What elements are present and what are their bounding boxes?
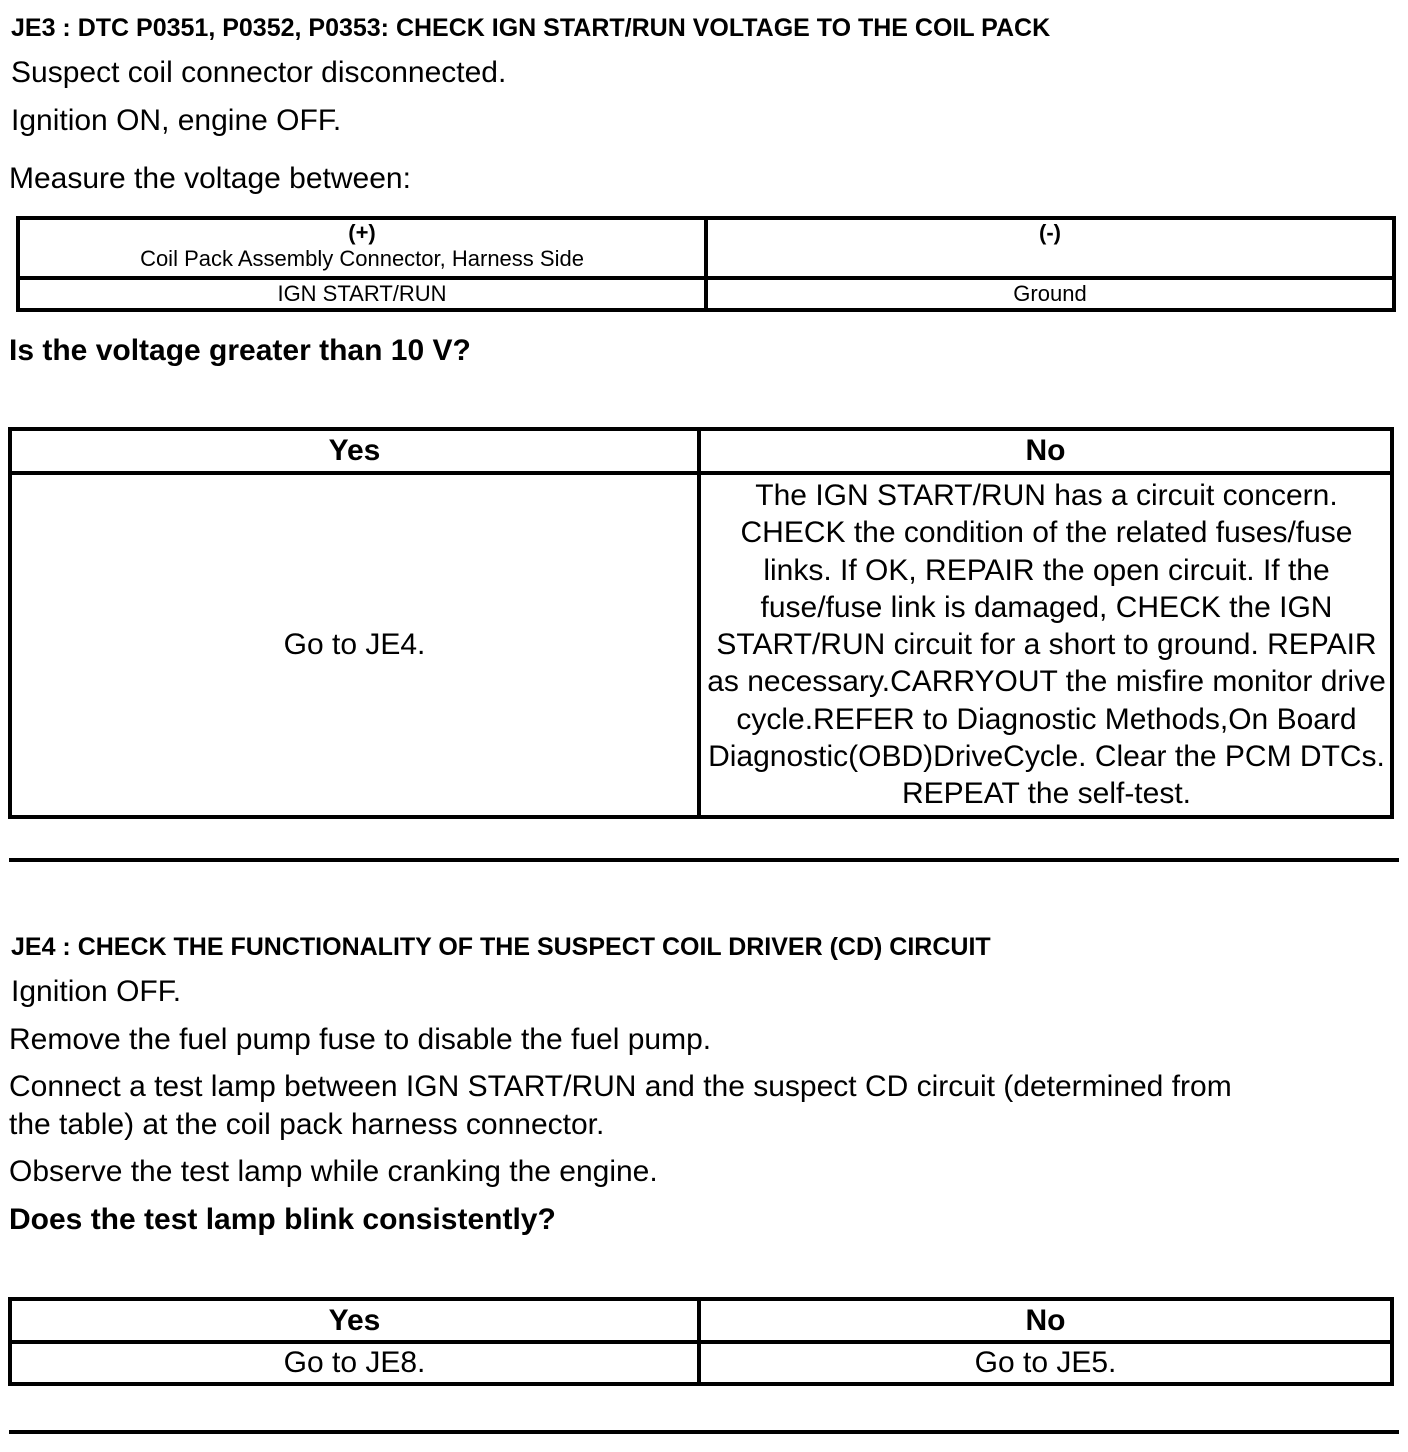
je4-no-header: No [699, 1299, 1392, 1342]
je4-question: Does the test lamp blink consistently? [9, 1203, 556, 1236]
je3-yes-text: Go to JE4. [10, 473, 699, 817]
measure-pos-value: IGN START/RUN [18, 278, 706, 310]
measure-neg-header: (-) [1039, 220, 1061, 245]
je3-yes-header: Yes [10, 429, 699, 473]
je4-line-2: Remove the fuel pump fuse to disable the fuel pump. [9, 1023, 712, 1056]
measure-pos-sub: Coil Pack Assembly Connector, Harness Side [140, 246, 584, 271]
je3-question: Is the voltage greater than 10 V? [9, 334, 471, 367]
je3-no-text: The IGN START/RUN has a circuit concern. CHECK the condition of the related fuses/fuse links. If OK, REPAIR the open circuit. If the fuse/fuse link is damaged, CHECK the IGN START/RUN circuit for a short to ground. REPAIR as necessary.CARRYOUT the misfire monitor drive cycle.REFER to Diagnostic Methods,On Board Diagnostic(OBD)DriveCycle. Clear the PCM DTCs. REPEAT the self-test. [699, 473, 1392, 817]
measure-table [16, 216, 1396, 312]
measure-neg-value: Ground [706, 278, 1394, 310]
measure-pos-header-cell [18, 218, 706, 278]
je3-line-3: Measure the voltage between: [9, 162, 411, 195]
je4-line-1: Ignition OFF. [11, 975, 182, 1008]
section-divider-bottom [9, 1430, 1399, 1434]
je4-line-5: Observe the test lamp while cranking the engine. [9, 1155, 658, 1188]
je4-yes-header: Yes [10, 1299, 699, 1342]
je4-title: JE4 : CHECK THE FUNCTIONALITY OF THE SUSPECT COIL DRIVER (CD) CIRCUIT [11, 933, 991, 961]
je4-line-4: the table) at the coil pack harness connector. [9, 1108, 605, 1141]
je4-line-3: Connect a test lamp between IGN START/RUN and the suspect CD circuit (determined from [9, 1070, 1232, 1103]
je3-line-1: Suspect coil connector disconnected. [11, 56, 507, 89]
measure-neg-header-cell [706, 218, 1394, 278]
section-divider [9, 858, 1399, 862]
je4-yes-text: Go to JE8. [10, 1342, 699, 1384]
je3-title: JE3 : DTC P0351, P0352, P0353: CHECK IGN START/RUN VOLTAGE TO THE COIL PACK [11, 14, 1051, 42]
je4-no-text: Go to JE5. [699, 1342, 1392, 1384]
je3-line-2: Ignition ON, engine OFF. [11, 104, 342, 137]
measure-pos-header: (+) [348, 220, 376, 245]
je4-answer-table [8, 1297, 1394, 1386]
je3-no-header: No [699, 429, 1392, 473]
je3-answer-table [8, 427, 1394, 819]
